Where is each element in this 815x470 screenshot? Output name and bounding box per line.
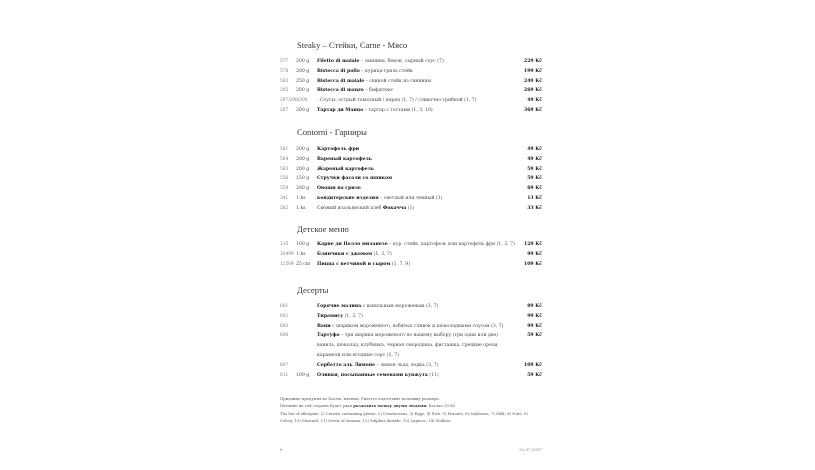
item-name: Жареный картофель bbox=[317, 166, 374, 172]
item-price: 49 Kč bbox=[527, 98, 542, 104]
item-description bbox=[317, 195, 442, 203]
menu-item-row bbox=[280, 185, 542, 193]
item-description bbox=[317, 241, 515, 249]
item-detail: – свиной стейк из свинины bbox=[364, 78, 432, 84]
item-price: 49 Kč bbox=[527, 156, 542, 162]
item-description bbox=[317, 323, 503, 331]
section-title-steaks: Steaky – Стейки, Carne - Мясо bbox=[297, 40, 408, 50]
item-quantity: 25 cm bbox=[296, 261, 311, 267]
item-code: 611 bbox=[280, 372, 289, 378]
item-name: Bistecca di maiale bbox=[317, 78, 365, 84]
item-code: 297/298/300 bbox=[280, 98, 308, 104]
menu-item-row bbox=[280, 241, 542, 249]
menu-item-row bbox=[280, 323, 542, 331]
item-name: Горячие малина bbox=[317, 304, 362, 309]
item-code: 12509 bbox=[280, 261, 294, 267]
footnote-text: Питание на той стороне будет ради bbox=[280, 403, 354, 408]
item-name: Блинчики с джемом bbox=[317, 251, 373, 257]
item-detail: – лимон льда, водка (3, 7) bbox=[375, 362, 439, 368]
item-name: Фокачча bbox=[382, 205, 407, 211]
menu-item-row bbox=[280, 303, 542, 311]
item-price: 89 Kč bbox=[527, 304, 542, 309]
footnote-line bbox=[280, 403, 542, 409]
item-name: Стручки фасоли со шпиком bbox=[317, 176, 393, 182]
item-description bbox=[317, 146, 359, 154]
item-price: 59 Kč bbox=[527, 372, 542, 378]
item-price: 59 Kč bbox=[527, 176, 542, 182]
item-description bbox=[317, 251, 392, 259]
item-detail: (1) bbox=[406, 205, 415, 211]
menu-item-row bbox=[280, 68, 542, 76]
item-code: 561 bbox=[280, 147, 289, 152]
menu-item-row bbox=[280, 372, 542, 380]
item-description bbox=[317, 78, 431, 86]
menu-item-row bbox=[280, 261, 542, 269]
footnote-emphasis: раздалить между двумя людьми. bbox=[353, 403, 428, 408]
item-description bbox=[317, 303, 438, 311]
item-price: 49 Kč bbox=[527, 147, 542, 152]
item-price: 369 Kč bbox=[524, 108, 542, 113]
item-code: 577 bbox=[280, 59, 289, 64]
item-price: 249 Kč bbox=[524, 78, 542, 84]
item-description bbox=[317, 185, 361, 193]
item-detail: – светлый или темный (1) bbox=[378, 196, 443, 201]
item-detail: ваниль, шоколад, клубника, черная смородина, фисташка, грецкие орехи, bbox=[317, 343, 499, 349]
item-quantity: 200 g bbox=[296, 186, 310, 192]
item-description bbox=[317, 68, 413, 76]
item-quantity: 250 g bbox=[296, 78, 310, 84]
item-detail: (1, 3, 7) bbox=[343, 313, 363, 319]
item-detail: карамели или ягодные сорс (3, 7) bbox=[317, 353, 399, 358]
item-code: 564 bbox=[280, 156, 289, 162]
item-quantity: 100 g bbox=[296, 372, 310, 378]
item-name: Filetto di maiale bbox=[317, 59, 360, 64]
item-price: 269 Kč bbox=[524, 88, 542, 94]
item-detail: – свинина, бекон, сырный соус (7) bbox=[359, 59, 444, 64]
item-description bbox=[317, 97, 477, 105]
footnote-text: Костко 20 Kč. bbox=[427, 403, 457, 408]
item-price: 33 Kč bbox=[527, 205, 542, 211]
item-detail: Свежий итальянский хлеб bbox=[317, 205, 383, 211]
menu-item-row bbox=[280, 146, 542, 154]
item-name: Вани bbox=[317, 323, 331, 329]
item-detail: – курица-гриль стейк bbox=[359, 68, 413, 74]
item-price: 99 Kč bbox=[527, 251, 542, 257]
item-price: 199 Kč bbox=[524, 68, 542, 74]
menu-item-row bbox=[280, 205, 542, 213]
item-name: Тартар ди Манцо bbox=[317, 108, 364, 113]
item-code: 341 bbox=[280, 196, 289, 201]
item-code: 556 bbox=[280, 176, 289, 182]
item-description bbox=[317, 372, 439, 380]
menu-page bbox=[280, 0, 542, 470]
item-name: кондитерские изделия bbox=[317, 196, 379, 201]
item-code: 563 bbox=[280, 166, 289, 172]
menu-item-row bbox=[280, 251, 542, 259]
item-code: 562 bbox=[280, 205, 289, 211]
item-name: Вареный картофель bbox=[317, 156, 372, 162]
item-description bbox=[317, 332, 498, 340]
menu-item-row bbox=[280, 175, 542, 183]
item-name: Картофель фри bbox=[317, 147, 360, 152]
menu-item-row bbox=[280, 87, 542, 95]
item-description bbox=[317, 175, 392, 183]
menu-item-row bbox=[280, 342, 542, 350]
item-price: 229 Kč bbox=[524, 59, 542, 64]
item-quantity: 200 g bbox=[296, 59, 310, 64]
menu-item-row bbox=[280, 107, 542, 115]
item-price: 59 Kč bbox=[527, 166, 542, 172]
item-quantity: 200 g bbox=[296, 166, 310, 172]
item-description bbox=[317, 342, 499, 350]
item-code: 601 bbox=[280, 304, 289, 309]
item-detail: (11) bbox=[427, 372, 439, 378]
section-title-sides: Contorni - Гарниры bbox=[297, 127, 367, 137]
footnote-line bbox=[280, 396, 542, 402]
menu-item-row bbox=[280, 352, 542, 360]
item-price: 99 Kč bbox=[527, 323, 542, 329]
item-description bbox=[317, 205, 414, 213]
item-description bbox=[317, 156, 372, 164]
item-detail: с ванильным мороженым (3, 7) bbox=[361, 304, 439, 309]
item-quantity: 200 g bbox=[296, 147, 310, 152]
section-title-desserts: Десерты bbox=[297, 285, 329, 295]
item-price: 99 Kč bbox=[527, 313, 542, 319]
item-name: Карне ди Полло миланезе bbox=[317, 242, 388, 247]
menu-item-row bbox=[280, 332, 542, 340]
menu-item-row bbox=[280, 362, 542, 370]
footnote-line bbox=[280, 411, 542, 417]
footnote-text: Приданые продукты из Пасты, мясных, Ризотто подготовят половину размера. bbox=[280, 396, 440, 401]
item-price: 129 Kč bbox=[524, 242, 542, 247]
item-detail: – кур. стейк, картофель или картофель фри (1, 3, 7) bbox=[387, 242, 515, 247]
item-detail: – три шарика мороженого по вашему выбору (три одни или две) bbox=[339, 333, 498, 339]
page-number: 6 bbox=[280, 447, 283, 452]
item-quantity: 200 g bbox=[296, 68, 310, 74]
page-date: 22.07.2017 bbox=[519, 447, 542, 452]
menu-item-row bbox=[280, 58, 542, 66]
item-quantity: 1 ks bbox=[296, 205, 306, 211]
item-name: Тирамису bbox=[317, 313, 344, 319]
item-code: 215 bbox=[280, 242, 289, 247]
item-detail: (1, 3, 7) bbox=[372, 251, 392, 257]
item-detail: (1, 7, 9) bbox=[390, 261, 410, 267]
item-code: 207 bbox=[280, 108, 289, 113]
footnote-text: Celery, 10) Mustard, 11) Seeds of sesame, 12) Sulphur dioxide, 13) Lupines, 14) Mollusc bbox=[280, 418, 451, 423]
item-code: 603 bbox=[280, 323, 289, 329]
item-description bbox=[317, 261, 410, 269]
item-quantity: 1 ks bbox=[296, 196, 306, 201]
item-name: Тартуфо bbox=[317, 333, 340, 339]
item-name: Сорбетто аль Лимоне bbox=[317, 362, 376, 368]
item-description bbox=[317, 352, 399, 360]
menu-item-row bbox=[280, 156, 542, 164]
menu-item-row bbox=[280, 78, 542, 86]
item-price: 109 Kč bbox=[524, 362, 542, 368]
item-detail: с шариком мороженого, взбитых сливок и шоколадными соусом (3, 7) bbox=[330, 323, 504, 329]
item-detail: – тартар с тостами (1, 3, 10) bbox=[363, 108, 433, 113]
item-name: Bistecca di manzo bbox=[317, 88, 364, 94]
item-code: 602 bbox=[280, 313, 289, 319]
item-code: 205 bbox=[280, 88, 289, 94]
section-title-kids: Детское меню bbox=[297, 224, 349, 234]
footnote-line bbox=[280, 418, 542, 424]
item-name: Оливки, посыпанные семенами кунжута bbox=[317, 372, 428, 378]
item-name: Пицца с ветчиной и сыром bbox=[317, 261, 391, 267]
item-description bbox=[317, 166, 374, 174]
item-description bbox=[317, 58, 444, 66]
item-description bbox=[317, 313, 363, 321]
item-quantity: 200 g bbox=[296, 88, 310, 94]
menu-item-row bbox=[280, 195, 542, 203]
menu-item-row bbox=[280, 313, 542, 321]
item-name: Bistecca di pollo bbox=[317, 68, 360, 74]
item-quantity: 150 g bbox=[296, 176, 310, 182]
item-code: 578 bbox=[280, 68, 289, 74]
footnote-text: The list of allergens: 1) Cereals containing gluten, 2) Crustaceans, 3) Eggs, 4) Fish, 5) Peanuts, 6) Soybeans, 7) Milk, 8) Nuts, 9) bbox=[280, 411, 528, 416]
item-price: 69 Kč bbox=[527, 186, 542, 192]
item-quantity: 200 g bbox=[296, 156, 310, 162]
item-price: 13 Kč bbox=[527, 196, 542, 201]
item-price: 59 Kč bbox=[527, 333, 542, 339]
item-description bbox=[317, 87, 393, 95]
item-code: 559 bbox=[280, 186, 289, 192]
item-quantity: 200 g bbox=[296, 108, 310, 113]
item-description bbox=[317, 107, 433, 115]
item-code: 10499 bbox=[280, 251, 294, 257]
item-description bbox=[317, 362, 439, 370]
item-name: Овощи на гриле bbox=[317, 186, 361, 192]
menu-item-row bbox=[280, 166, 542, 174]
item-code: 607 bbox=[280, 362, 289, 368]
item-quantity: 1 ks bbox=[296, 251, 306, 257]
item-quantity: 100 g bbox=[296, 242, 310, 247]
item-detail: – бифштекс bbox=[363, 88, 394, 94]
menu-item-row bbox=[280, 97, 542, 105]
item-detail: - Соусы: острый томатный / перец (1, 7) / сливочно-грибной (1, 7) bbox=[317, 98, 477, 104]
item-price: 109 Kč bbox=[524, 261, 542, 267]
item-code: 583 bbox=[280, 78, 289, 84]
item-code: 606 bbox=[280, 333, 289, 339]
